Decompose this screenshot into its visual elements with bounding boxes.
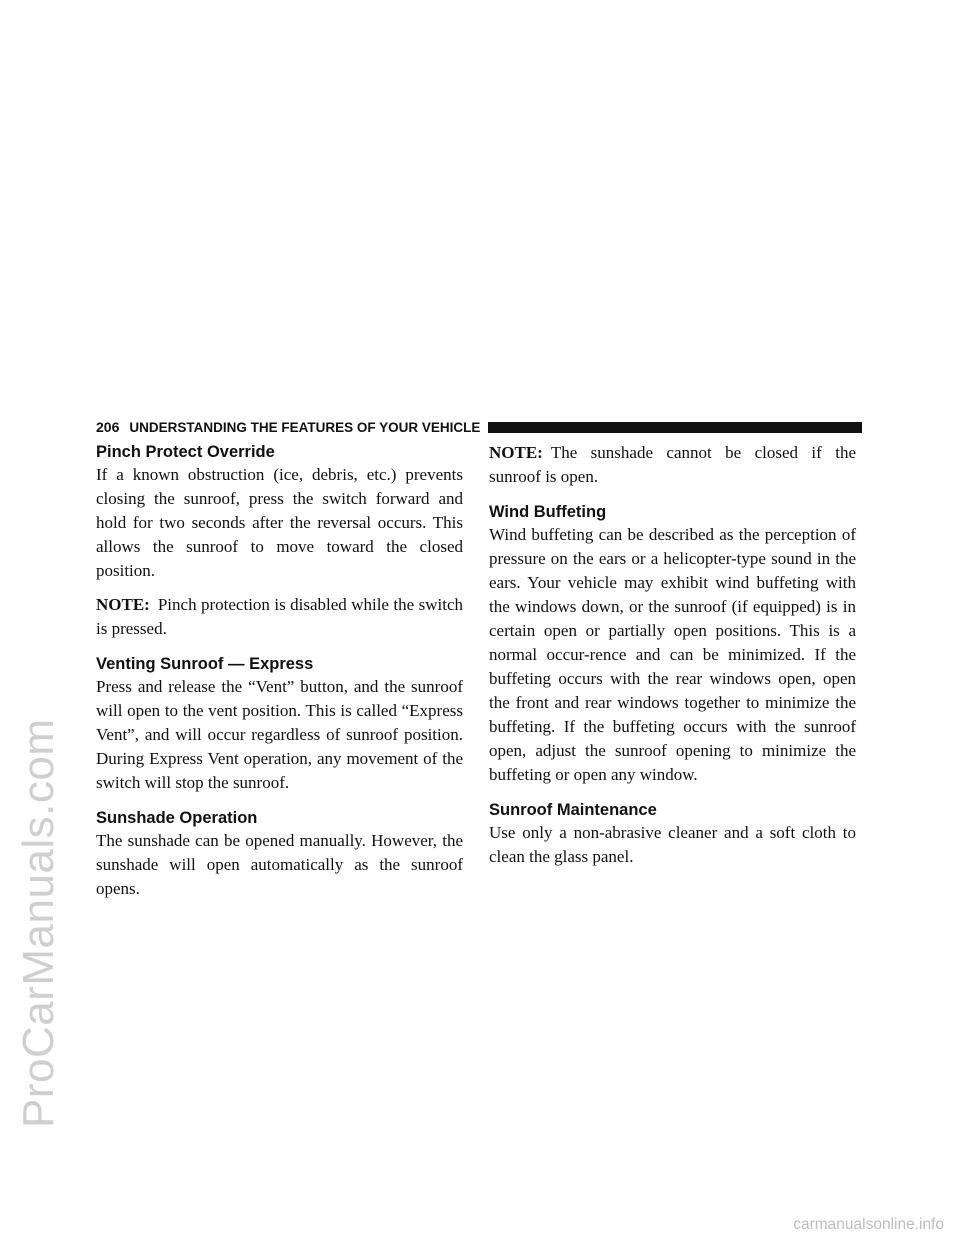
heading-wind-buffeting: Wind Buffeting — [489, 503, 607, 521]
note-pinch-protection — [96, 593, 463, 641]
page-header — [96, 417, 862, 437]
header-rule — [488, 422, 862, 433]
side-watermark: ProCarManuals.com — [14, 718, 63, 1128]
note-sunshade — [489, 441, 856, 489]
bottom-watermark: carmanualsonline.info — [793, 1216, 944, 1233]
heading-pinch-protect-override: Pinch Protect Override — [96, 443, 275, 461]
paragraph-pinch-protect: If a known obstruction (ice, debris, etc.) prevents closing the sunroof, press the switch forward and hold for two seconds after the reversal occurs. This allows the sunroof to move toward the closed position. — [96, 465, 463, 580]
section-title: UNDERSTANDING THE FEATURES OF YOUR VEHICLE — [129, 419, 481, 435]
heading-sunshade-operation: Sunshade Operation — [96, 809, 258, 827]
note-label: NOTE: — [489, 443, 543, 462]
paragraph-sunshade-operation: The sunshade can be opened manually. However, the sunshade will open automatically as the sunroof opens. — [96, 831, 463, 898]
page-number: 206 — [96, 419, 120, 435]
note-text: Pinch protection is disabled while the switch is pressed. — [96, 595, 463, 638]
heading-sunroof-maintenance: Sunroof Maintenance — [489, 801, 657, 819]
heading-venting-sunroof: Venting Sunroof — Express — [96, 655, 314, 673]
note-text: The sunshade cannot be closed if the sunroof is open. — [489, 443, 856, 486]
paragraph-sunroof-maintenance: Use only a non-abrasive cleaner and a soft cloth to clean the glass panel. — [489, 823, 856, 866]
right-column — [489, 441, 856, 869]
paragraph-venting-sunroof: Press and release the “Vent” button, and the sunroof will open to the vent position. This is called “Express Vent”, and will occur regardless of sunroof position. During Express Vent operation, any movement of the switch will stop the sunroof. — [96, 677, 463, 792]
left-column — [96, 441, 463, 901]
note-label: NOTE: — [96, 595, 150, 614]
paragraph-wind-buffeting: Wind buffeting can be described as the perception of pressure on the ears or a helicopter-type sound in the ears. Your vehicle may exhibit wind buffeting with the windows down, or the sunroof (if equipped) is in certain open or partially open positions. This is a normal occur-rence and can be minimized. If the buffeting occurs with the rear windows open, open the front and rear windows together to minimize the buffeting. If the buffeting occurs with the sunroof open, adjust the sunroof opening to minimize the buffeting or open any window. — [489, 525, 856, 784]
